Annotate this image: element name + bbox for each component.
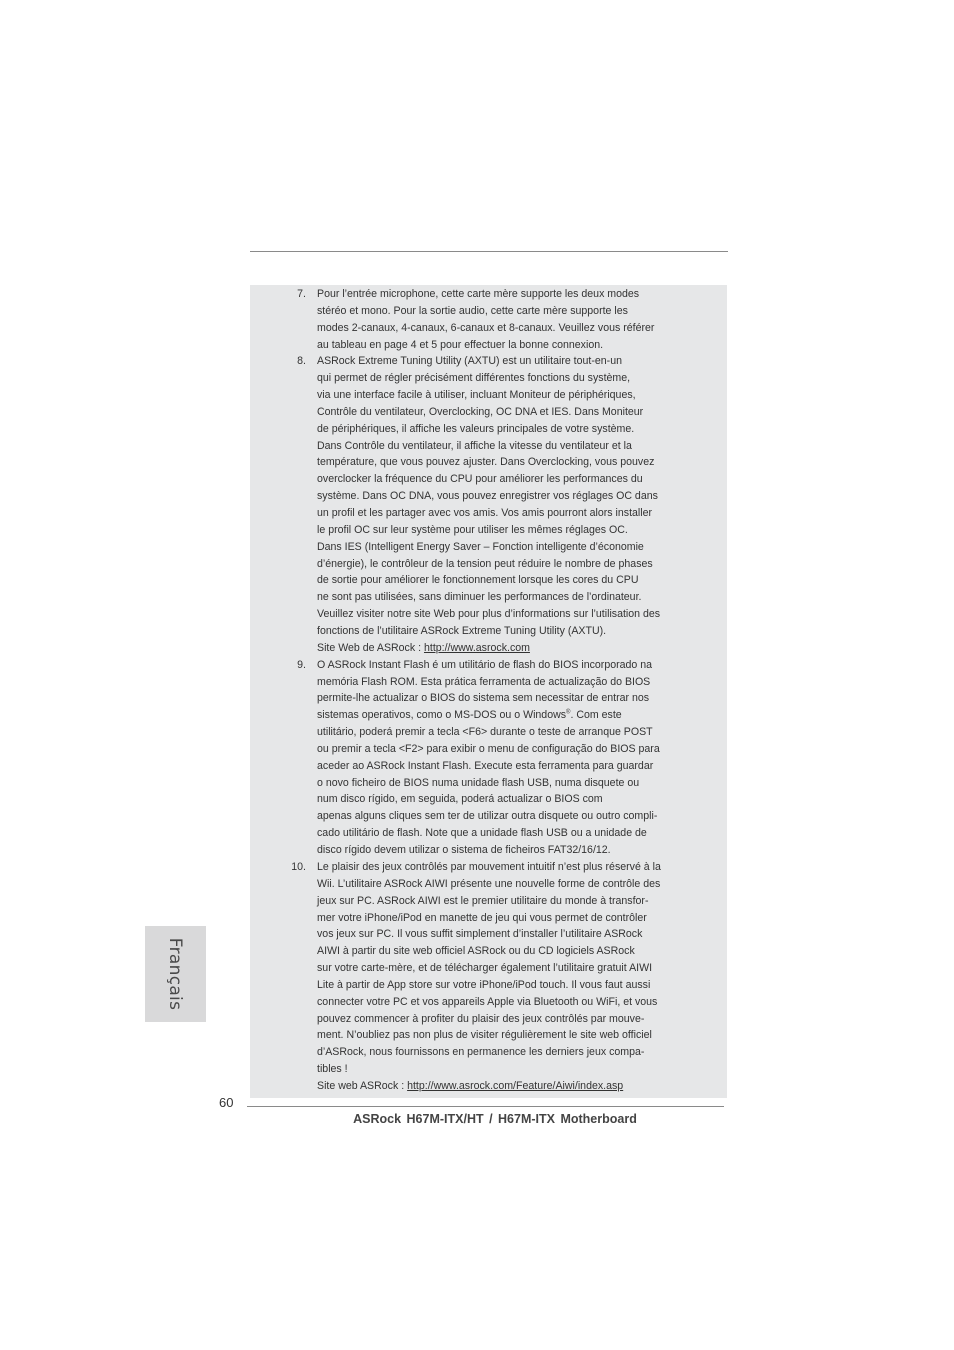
page-number: 60 [219,1095,234,1110]
text-line: aceder ao ASRock Instant Flash. Execute esta ferramenta para guardar [317,759,654,772]
text-line: connecter votre PC et vos appareils Apple via Bluetooth ou WiFi, et vous [317,995,658,1008]
text-line: ou premir a tecla <F2> para exibir o menu de configuração do BIOS para [317,742,660,755]
content-panel [250,285,727,1098]
text-line: sur votre carte-mère, et de télécharger également l’utilitaire gratuit AIWI [317,962,653,975]
text-line: Lite à partir de App store sur votre iPhone/iPod touch. Il vous faut aussi [317,978,651,991]
text-line: utilitário, poderá premir a tecla <F6> durante o teste de arranque POST [317,726,653,739]
text-line: qui permet de régler précisément différentes fonctions du système, [317,372,631,385]
item-text [317,286,717,353]
text-line: température, que vous pouvez ajuster. Dans Overclocking, vous pouvez [317,456,655,469]
text-line: vos jeux sur PC. Il vous suffit simplement d’installer l’utilitaire ASRock [317,928,643,941]
text-line: ASRock Extreme Tuning Utility (AXTU) est un utilitaire tout-en-un [317,355,622,368]
text-line: O ASRock Instant Flash é um utilitário de flash do BIOS incorporado na [317,658,653,671]
text-line: mer votre iPhone/iPod en manette de jeu qui vous permet de contrôler [317,911,647,924]
text-line: Veuillez visiter notre site Web pour plus d’informations sur l’utilisation des [317,608,661,621]
asrock-site-link[interactable]: http://www.asrock.com [423,641,530,654]
site-prefix: Site Web de ASRock : [317,641,424,654]
text-line: ment. N’oubliez pas non plus de visiter régulièrement le site web officiel [317,1029,652,1042]
text-line [317,707,717,724]
top-rule [250,251,728,252]
text-line: permite-lhe actualizar o BIOS do sistema sem necessitar de entrar nos [317,692,650,705]
text-line: tibles ! [317,1063,348,1076]
text-line: jeux sur PC. ASRock AIWI est le premier utilitaire du monde à transfor- [317,894,649,907]
text-line: Pour l’entrée microphone, cette carte mère supporte les deux modes [317,288,640,300]
item-number: 7. [297,288,306,300]
item-text [317,859,717,1095]
text-line: disco rígido devem utilizar o sistema de ficheiros FAT32/16/12. [317,843,611,856]
text-line: un profil et les partager avec vos amis. Vos amis pourront alors installer [317,506,653,519]
registered-mark: ® [566,709,571,716]
text-line: memória Flash ROM. Esta prática ferramenta de actualização do BIOS [317,675,651,688]
text-line: num disco rígido, em seguida, poderá actualizar o BIOS com [317,793,603,806]
text-line: cado utilitário de flash. Note que a unidade flash USB ou a unidade de [317,827,647,840]
text-line: Wii. L’utilitaire ASRock AIWI présente une nouvelle forme de contrôle des [317,877,661,890]
text-line: via une interface facile à utiliser, incluant Moniteur de périphériques, [317,389,636,402]
text-line: Dans IES (Intelligent Energy Saver – Fonction intelligente d’économie [317,540,644,553]
site-line [317,640,717,657]
item-number: 10. [291,861,306,873]
item-number: 9. [297,658,306,671]
text-line: stéréo et mono. Pour la sortie audio, cette carte mère supporte les [317,304,628,317]
text-line: fonctions de l’utilitaire ASRock Extreme Tuning Utility (AXTU). [317,624,607,637]
text-line: de périphériques, il affiche les valeurs principales de votre système. [317,422,635,435]
text-line: ne sont pas utilisées, sans diminuer les performances de l’ordinateur. [317,591,642,604]
text-line: apenas alguns cliques sem ter de utilizar outra disquete ou outro compli- [317,810,658,823]
text-line: o novo ficheiro de BIOS numa unidade flash USB, numa disquete ou [317,776,640,789]
text-line: d’énergie), le contrôleur de la tension peut réduire le nombre de phases [317,557,653,570]
text-line: le profil OC sur leur système pour utiliser les mêmes réglages OC. [317,523,628,536]
item-number: 8. [297,355,306,368]
text-line: AIWI à partir du site web officiel ASRock ou du CD logiciels ASRock [317,945,635,958]
language-label: Français [165,937,185,1011]
text-line: d’ASRock, nous fournissons en permanence les derniers jeux compa- [317,1046,645,1059]
text-line: overclocker la fréquence du CPU pour améliorer les performances du [317,473,643,486]
windows-text: sistemas operativos, como o MS-DOS ou o Windows [317,709,567,722]
text-line: Contrôle du ventilateur, Overclocking, OC DNA et IES. Dans Moniteur [317,405,644,418]
bottom-rule [247,1106,724,1107]
text-line: pouvez commencer à profiter du plaisir des jeux contrôlés par mouve- [317,1012,645,1025]
text-line: de sortie pour améliorer le fonctionnement lorsque les cores du CPU [317,574,639,587]
language-side-tab [145,926,206,1022]
windows-text-tail: . Com este [570,709,622,722]
site-line [317,1078,717,1095]
text-line: au tableau en page 4 et 5 pour effectuer la bonne connexion. [317,338,604,351]
text-line: Le plaisir des jeux contrôlés par mouvement intuitif n’est plus réservé à la [317,861,661,873]
text-line: Dans Contrôle du ventilateur, il affiche la vitesse du ventilateur et la [317,439,632,452]
item-text [317,353,717,656]
item-text [317,657,717,859]
aiwi-site-link[interactable]: http://www.asrock.com/Feature/Aiwi/index.asp [407,1079,624,1092]
footer-title: ASRock H67M-ITX/HT / H67M-ITX Motherboard [353,1112,637,1126]
text-line: système. Dans OC DNA, vous pouvez enregistrer vos réglages OC dans [317,490,658,503]
site-prefix: Site web ASRock : [317,1079,408,1092]
text-line: modes 2-canaux, 4-canaux, 6-canaux et 8-canaux. Veuillez vous référer [317,321,655,334]
